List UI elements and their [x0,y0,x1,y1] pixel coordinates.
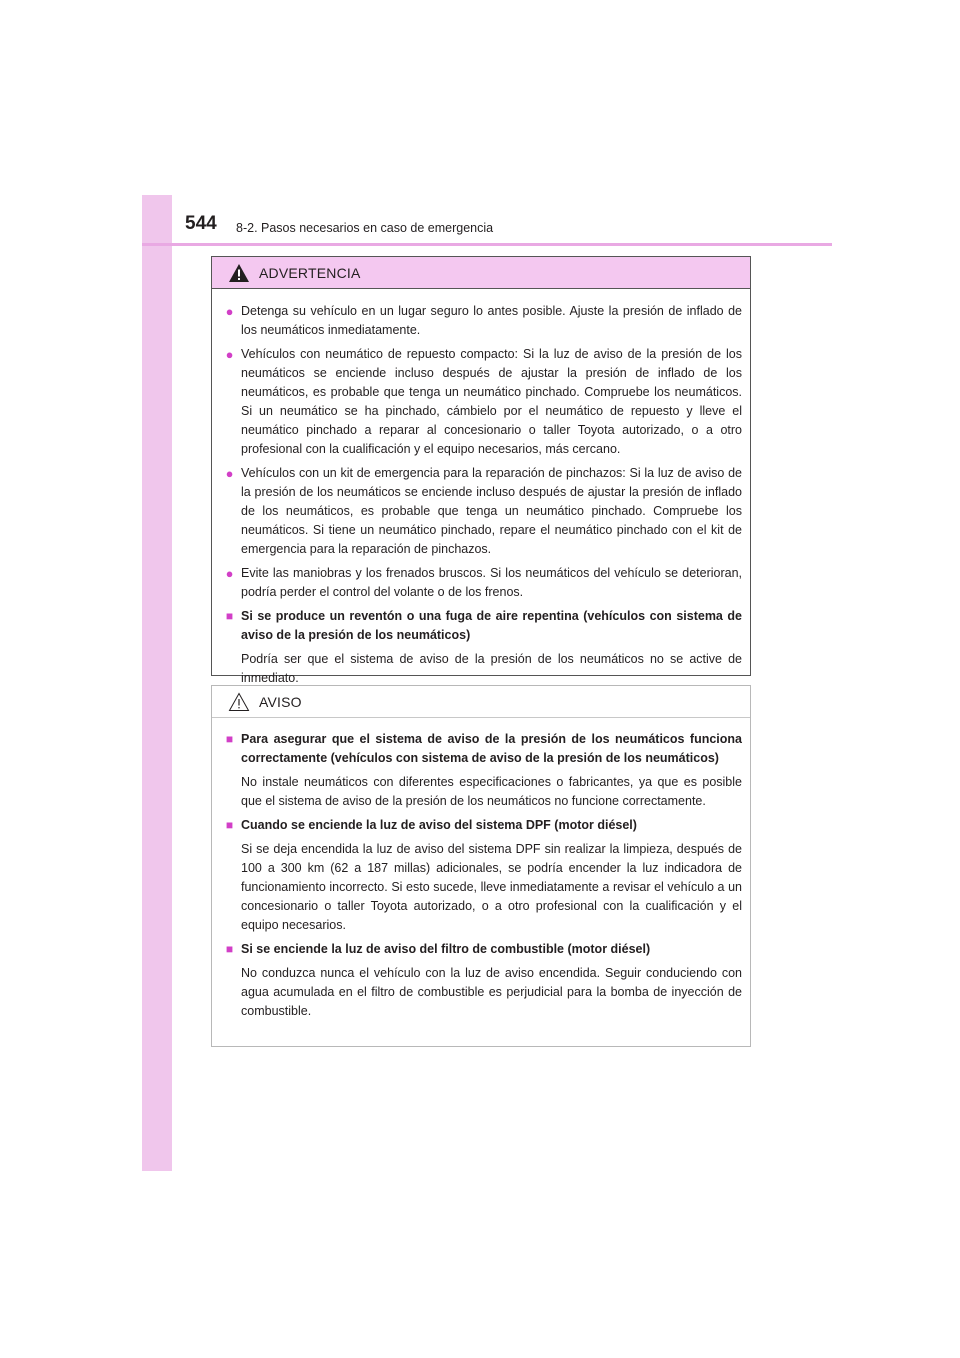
notice-header [212,686,750,718]
warning-header [212,257,750,289]
warning-body [212,289,750,688]
notice-section [218,940,742,1021]
circle-bullet-icon: ● [225,566,234,581]
notice-section [218,730,742,811]
circle-bullet-icon: ● [225,304,234,319]
page-number: 544 [185,213,217,234]
section-body: No conduzca nunca el vehículo con la luz de aviso encendida. Seguir conduciendo con agua acumulada en el filtro de combustible es perjudicial para la bomba de inyección de combustible. [241,966,742,1018]
circle-bullet-icon: ● [225,466,234,481]
warning-title: ADVERTENCIA [259,264,361,281]
section-heading: Si se produce un reventón o una fuga de aire repentina (vehículos con sistema de aviso de la presión de los neumáticos) [241,609,742,642]
list-item-text: Vehículos con neumático de repuesto compacto: Si la luz de aviso de la presión de los neumáticos se enciende incluso después de ajustar la presión de inflado de los neumáticos, es probable que tenga un neumático pinchado. Compruebe los neumáticos. Si un neumático se ha pinchado, cámbielo por el neumático de repuesto y lleve el neumático pinchado a reparar al concesionario o taller Toyota autorizado, o a otro profesional con la cualificación y el equipo necesarios, más cercano. [241,347,742,456]
section-heading: Cuando se enciende la luz de aviso del sistema DPF (motor diésel) [241,818,637,832]
warning-triangle-icon [228,263,250,283]
list-item-text: Detenga su vehículo en un lugar seguro lo antes posible. Ajuste la presión de inflado de los neumáticos inmediatamente. [241,304,742,337]
circle-bullet-icon: ● [225,347,234,362]
section-body: Si se deja encendida la luz de aviso del sistema DPF sin realizar la limpieza, después de 100 a 300 km (62 a 187 millas) adicionales, se podría encender la luz indicadora de funcionamiento incorrecto. Si esto sucede, lleve inmediatamente a revisar el vehículo a un concesionario o taller Toyota autorizado, o a otro profesional con la cualificación y el equipo necesarios. [241,842,742,932]
list-item-text: Evite las maniobras y los frenados bruscos. Si los neumáticos del vehículo se deterioran, podría perder el control del volante o de los frenos. [241,566,742,599]
section-heading: Para asegurar que el sistema de aviso de la presión de los neumáticos funciona correctamente (vehículos con sistema de aviso de la presión de los neumáticos) [241,732,742,765]
warning-box [211,256,751,685]
list-item [218,302,742,340]
notice-section [218,816,742,935]
square-bullet-icon: ■ [225,732,234,746]
list-item-text: Vehículos con un kit de emergencia para la reparación de pinchazos: Si la luz de aviso de la presión de los neumáticos se enciende incluso después de ajustar la presión de inflado de los neumáticos, es probable que tenga un neumático pinchado. Compruebe los neumáticos. Si tiene un neumático pinchado, repare el neumático pinchado con el kit de emergencia para la reparación de pinchazos. [241,466,742,556]
notice-box [211,685,751,1047]
list-item [218,345,742,459]
notice-body [212,718,750,1021]
section-title: 8-2. Pasos necesarios en caso de emergencia [236,221,494,235]
header-rule [142,243,832,246]
square-bullet-icon: ■ [225,942,234,956]
caution-triangle-icon [228,692,250,712]
square-bullet-icon: ■ [225,609,234,623]
section-heading: Si se enciende la luz de aviso del filtro de combustible (motor diésel) [241,942,651,956]
section-body: Podría ser que el sistema de aviso de la presión de los neumáticos no se active de inmediato. [241,652,742,685]
side-tab-band [142,195,172,1171]
section-body: No instale neumáticos con diferentes especificaciones o fabricantes, ya que es posible que el sistema de aviso de la presión de los neumáticos no funcione correctamente. [241,775,742,808]
notice-title: AVISO [259,693,302,710]
warning-section [218,607,742,688]
list-item [218,464,742,559]
square-bullet-icon: ■ [225,818,234,832]
list-item [218,564,742,602]
